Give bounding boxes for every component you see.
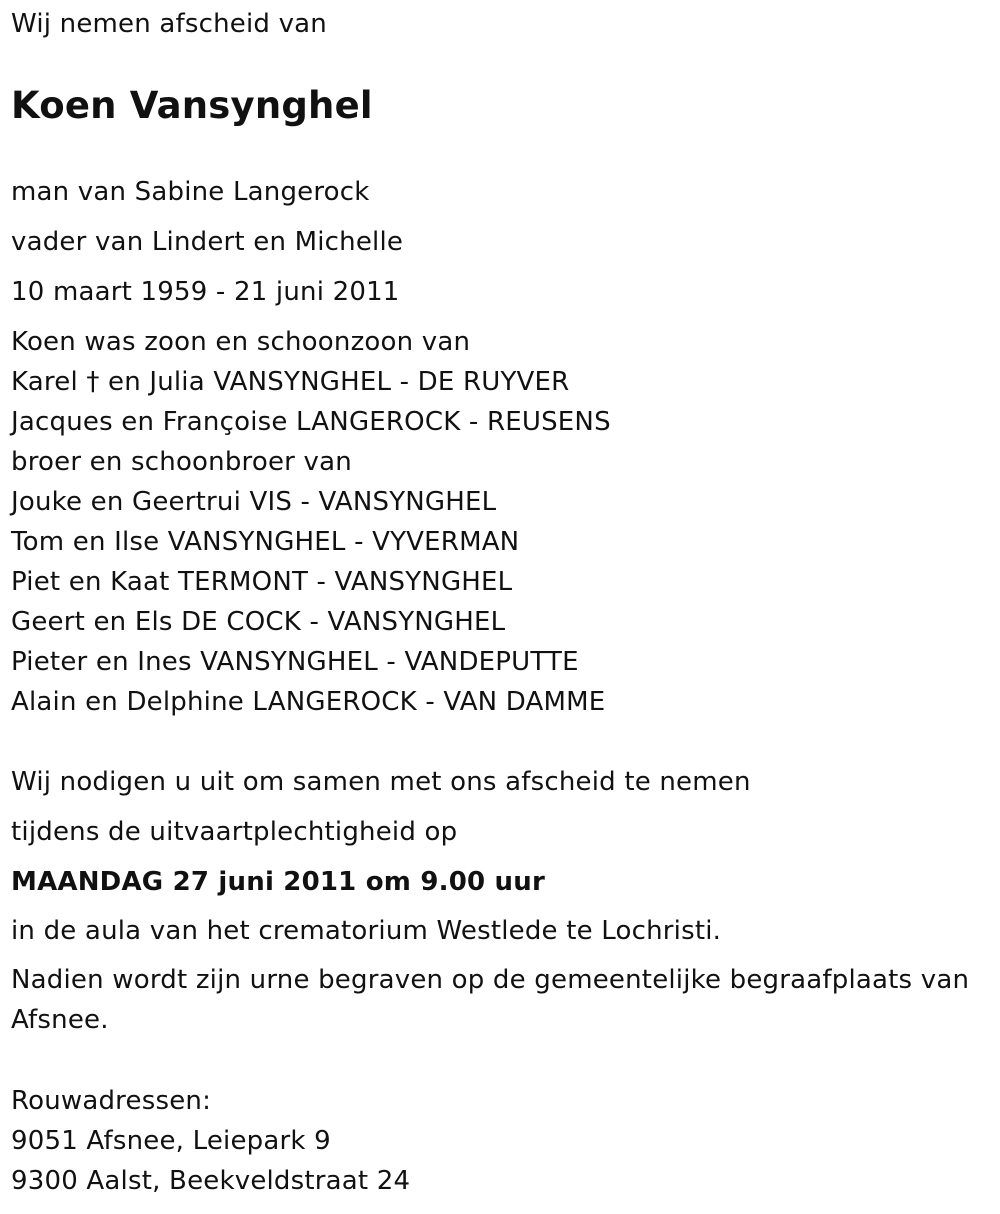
deceased-name: Koen Vansynghel — [11, 84, 373, 127]
sibling-line: Tom en Ilse VANSYNGHEL - VYVERMAN — [11, 527, 520, 557]
sibling-line: Pieter en Ines VANSYNGHEL - VANDEPUTTE — [11, 647, 579, 677]
address-line: 9051 Afsnee, Leiepark 9 — [11, 1126, 331, 1156]
life-dates: 10 maart 1959 - 21 juni 2011 — [11, 277, 400, 307]
intro-text: Wij nemen afscheid van — [11, 9, 327, 39]
burial-text: Nadien wordt zijn urne begraven op de gemeentelijke begraafplaats van Afsnee. — [11, 965, 970, 1035]
sibling-line: Geert en Els DE COCK - VANSYNGHEL — [11, 607, 506, 637]
sibling-line: Alain en Delphine LANGEROCK - VAN DAMME — [11, 687, 606, 717]
ceremony-location: in de aula van het crematorium Westlede te Lochristi. — [11, 916, 722, 946]
siblings-header: broer en schoonbroer van — [11, 447, 352, 477]
address-line: 9300 Aalst, Beekveldstraat 24 — [11, 1166, 411, 1196]
sibling-line: Piet en Kaat TERMONT - VANSYNGHEL — [11, 567, 513, 597]
ceremony-datetime: MAANDAG 27 juni 2011 om 9.00 uur — [11, 867, 545, 897]
children-line: vader van Lindert en Michelle — [11, 227, 404, 257]
invitation-text: Wij nodigen u uit om samen met ons afscheid te nemen — [11, 767, 751, 797]
spouse-line: man van Sabine Langerock — [11, 177, 370, 207]
sibling-line: Jouke en Geertrui VIS - VANSYNGHEL — [11, 487, 497, 517]
ceremony-intro: tijdens de uitvaartplechtigheid op — [11, 817, 458, 847]
addresses-header: Rouwadressen: — [11, 1086, 212, 1116]
parents-line: Karel † en Julia VANSYNGHEL - DE RUYVER — [11, 367, 570, 397]
parents-line: Jacques en Françoise LANGEROCK - REUSENS — [11, 407, 611, 437]
parents-header: Koen was zoon en schoonzoon van — [11, 327, 471, 357]
